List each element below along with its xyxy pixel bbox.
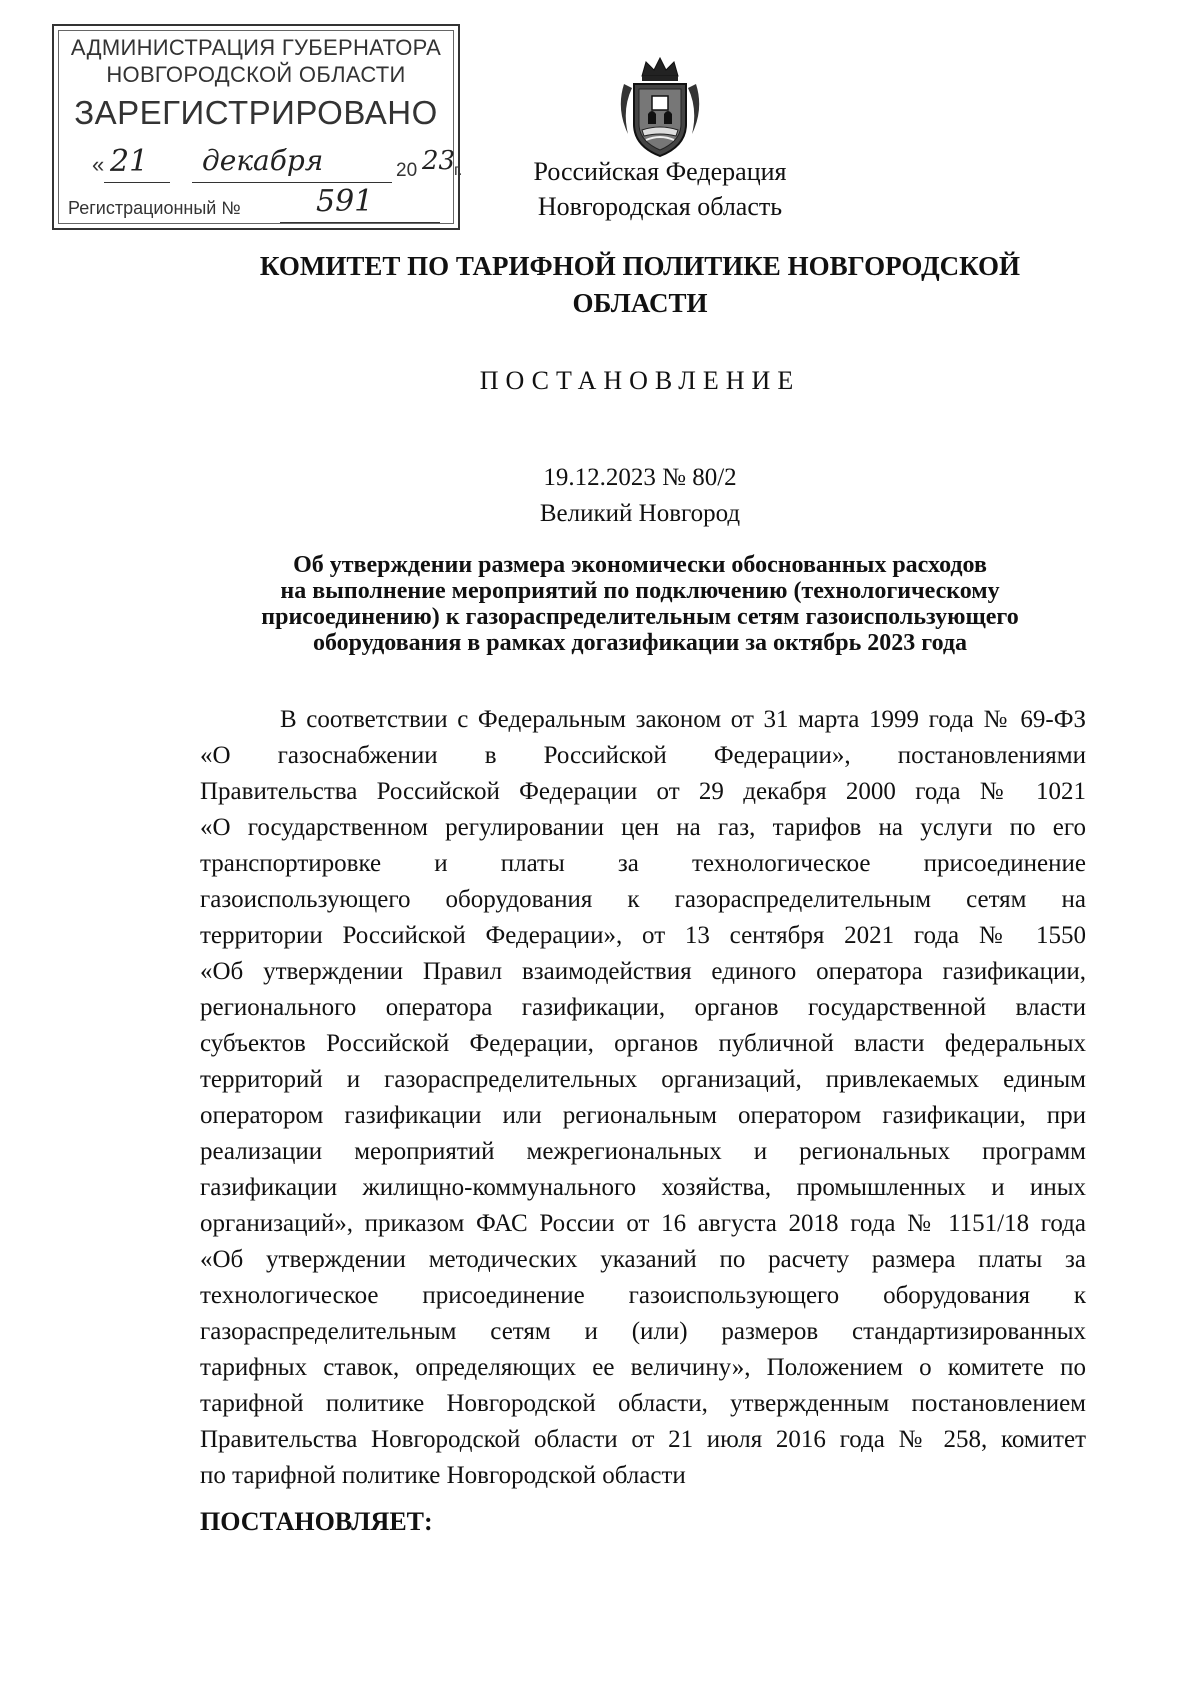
body-line: Правительства Российской Федерации от 29 декабря 2000 года № 1021 xyxy=(200,778,1086,805)
registration-stamp xyxy=(52,24,463,230)
document-date-number: 19.12.2023 № 80/2 xyxy=(543,464,737,491)
document-subject xyxy=(200,552,1080,656)
decision-heading: ПОСТАНОВЛЯЕТ: xyxy=(200,1507,433,1536)
body-line: «О газоснабжении в Российской Федерации», постановлениями xyxy=(200,742,1086,769)
body-line: оператором газификации или региональным оператором газификации, при xyxy=(200,1102,1086,1129)
body-line: газоиспользующего оборудования к газораспределительным сетям на xyxy=(200,886,1086,913)
stamp-year-suffix: 23 xyxy=(422,146,456,176)
stamp-day-quote: « xyxy=(92,152,105,177)
body-line: реализации мероприятий межрегиональных и региональных программ xyxy=(200,1138,1086,1165)
body-line: территории Российской Федерации», от 13 сентября 2021 года № 1550 xyxy=(200,922,1086,949)
body-line: организаций», приказом ФАС России от 16 августа 2018 года № 1151/18 года xyxy=(200,1210,1086,1237)
committee-title xyxy=(200,248,1080,322)
body-line: «Об утверждении Правил взаимодействия единого оператора газификации, xyxy=(200,958,1086,985)
subject-line: на выполнение мероприятий по подключению (технологическому xyxy=(280,578,1000,604)
body-line: тарифных ставок, определяющих ее величину», Положением о комитете по xyxy=(200,1354,1086,1381)
body-line: «Об утверждении методических указаний по расчету размера платы за xyxy=(200,1246,1086,1273)
subject-line: Об утверждении размера экономически обоснованных расходов xyxy=(293,552,987,578)
body-line: по тарифной политике Новгородской области xyxy=(200,1462,686,1489)
date-number-block xyxy=(200,460,1080,532)
body-line: территорий и газораспределительных организаций, привлекаемых единым xyxy=(200,1066,1086,1093)
document-body xyxy=(200,702,1086,1494)
stamp-status: ЗАРЕГИСТРИРОВАНО xyxy=(74,94,438,131)
stamp-month: декабря xyxy=(202,144,324,177)
stamp-reg-underline xyxy=(280,222,440,223)
stamp-org-line2: НОВГОРОДСКОЙ ОБЛАСТИ xyxy=(106,62,406,87)
body-line: В соответствии с Федеральным законом от 31 марта 1999 года № 69-ФЗ xyxy=(280,706,1086,733)
subject-line: оборудования в рамках догазификации за октябрь 2023 года xyxy=(312,630,968,656)
federation-country: Российская Федерация xyxy=(533,157,787,186)
body-line: транспортировке и платы за технологическое присоединение xyxy=(200,850,1086,877)
document-city: Великий Новгород xyxy=(539,500,741,527)
committee-title-line2: ОБЛАСТИ xyxy=(572,288,708,318)
body-line: «О государственном регулировании цен на газ, тарифов на услуги по его xyxy=(200,814,1086,841)
body-line: газификации жилищно-коммунального хозяйства, промышленных и иных xyxy=(200,1174,1086,1201)
stamp-day: 21 xyxy=(110,144,149,179)
stamp-month-underline xyxy=(192,182,392,183)
federation-block xyxy=(520,154,800,224)
federation-region: Новгородская область xyxy=(537,192,783,221)
body-line: тарифной политике Новгородской области, утвержденным постановлением xyxy=(200,1390,1086,1417)
body-line: субъектов Российской Федерации, органов публичной власти федеральных xyxy=(200,1030,1086,1057)
body-line: газораспределительным сетям и (или) размеров стандартизированных xyxy=(200,1318,1086,1345)
stamp-year-unit: г. xyxy=(454,162,463,179)
stamp-date xyxy=(84,144,463,186)
stamp-organization xyxy=(54,34,458,88)
coat-of-arms-icon xyxy=(612,54,708,162)
body-line: Правительства Новгородской области от 21 июля 2016 года № 258, комитет xyxy=(200,1426,1086,1453)
committee-title-line1: КОМИТЕТ ПО ТАРИФНОЙ ПОЛИТИКЕ НОВГОРОДСКОЙ xyxy=(259,251,1021,281)
stamp-reg-number: 591 xyxy=(316,184,374,219)
subject-line: присоединению) к газораспределительным сетям газоиспользующего xyxy=(261,604,1019,630)
stamp-reg-label: Регистрационный № xyxy=(68,198,241,218)
stamp-org-line1: АДМИНИСТРАЦИЯ ГУБЕРНАТОРА xyxy=(70,35,442,60)
body-line: технологическое присоединение газоиспользующего оборудования к xyxy=(200,1282,1086,1309)
stamp-year-prefix: 20 xyxy=(396,160,418,181)
document-type: ПОСТАНОВЛЕНИЕ xyxy=(479,366,801,395)
stamp-day-underline xyxy=(104,182,170,183)
body-line: регионального оператора газификации, органов государственной власти xyxy=(200,994,1086,1021)
